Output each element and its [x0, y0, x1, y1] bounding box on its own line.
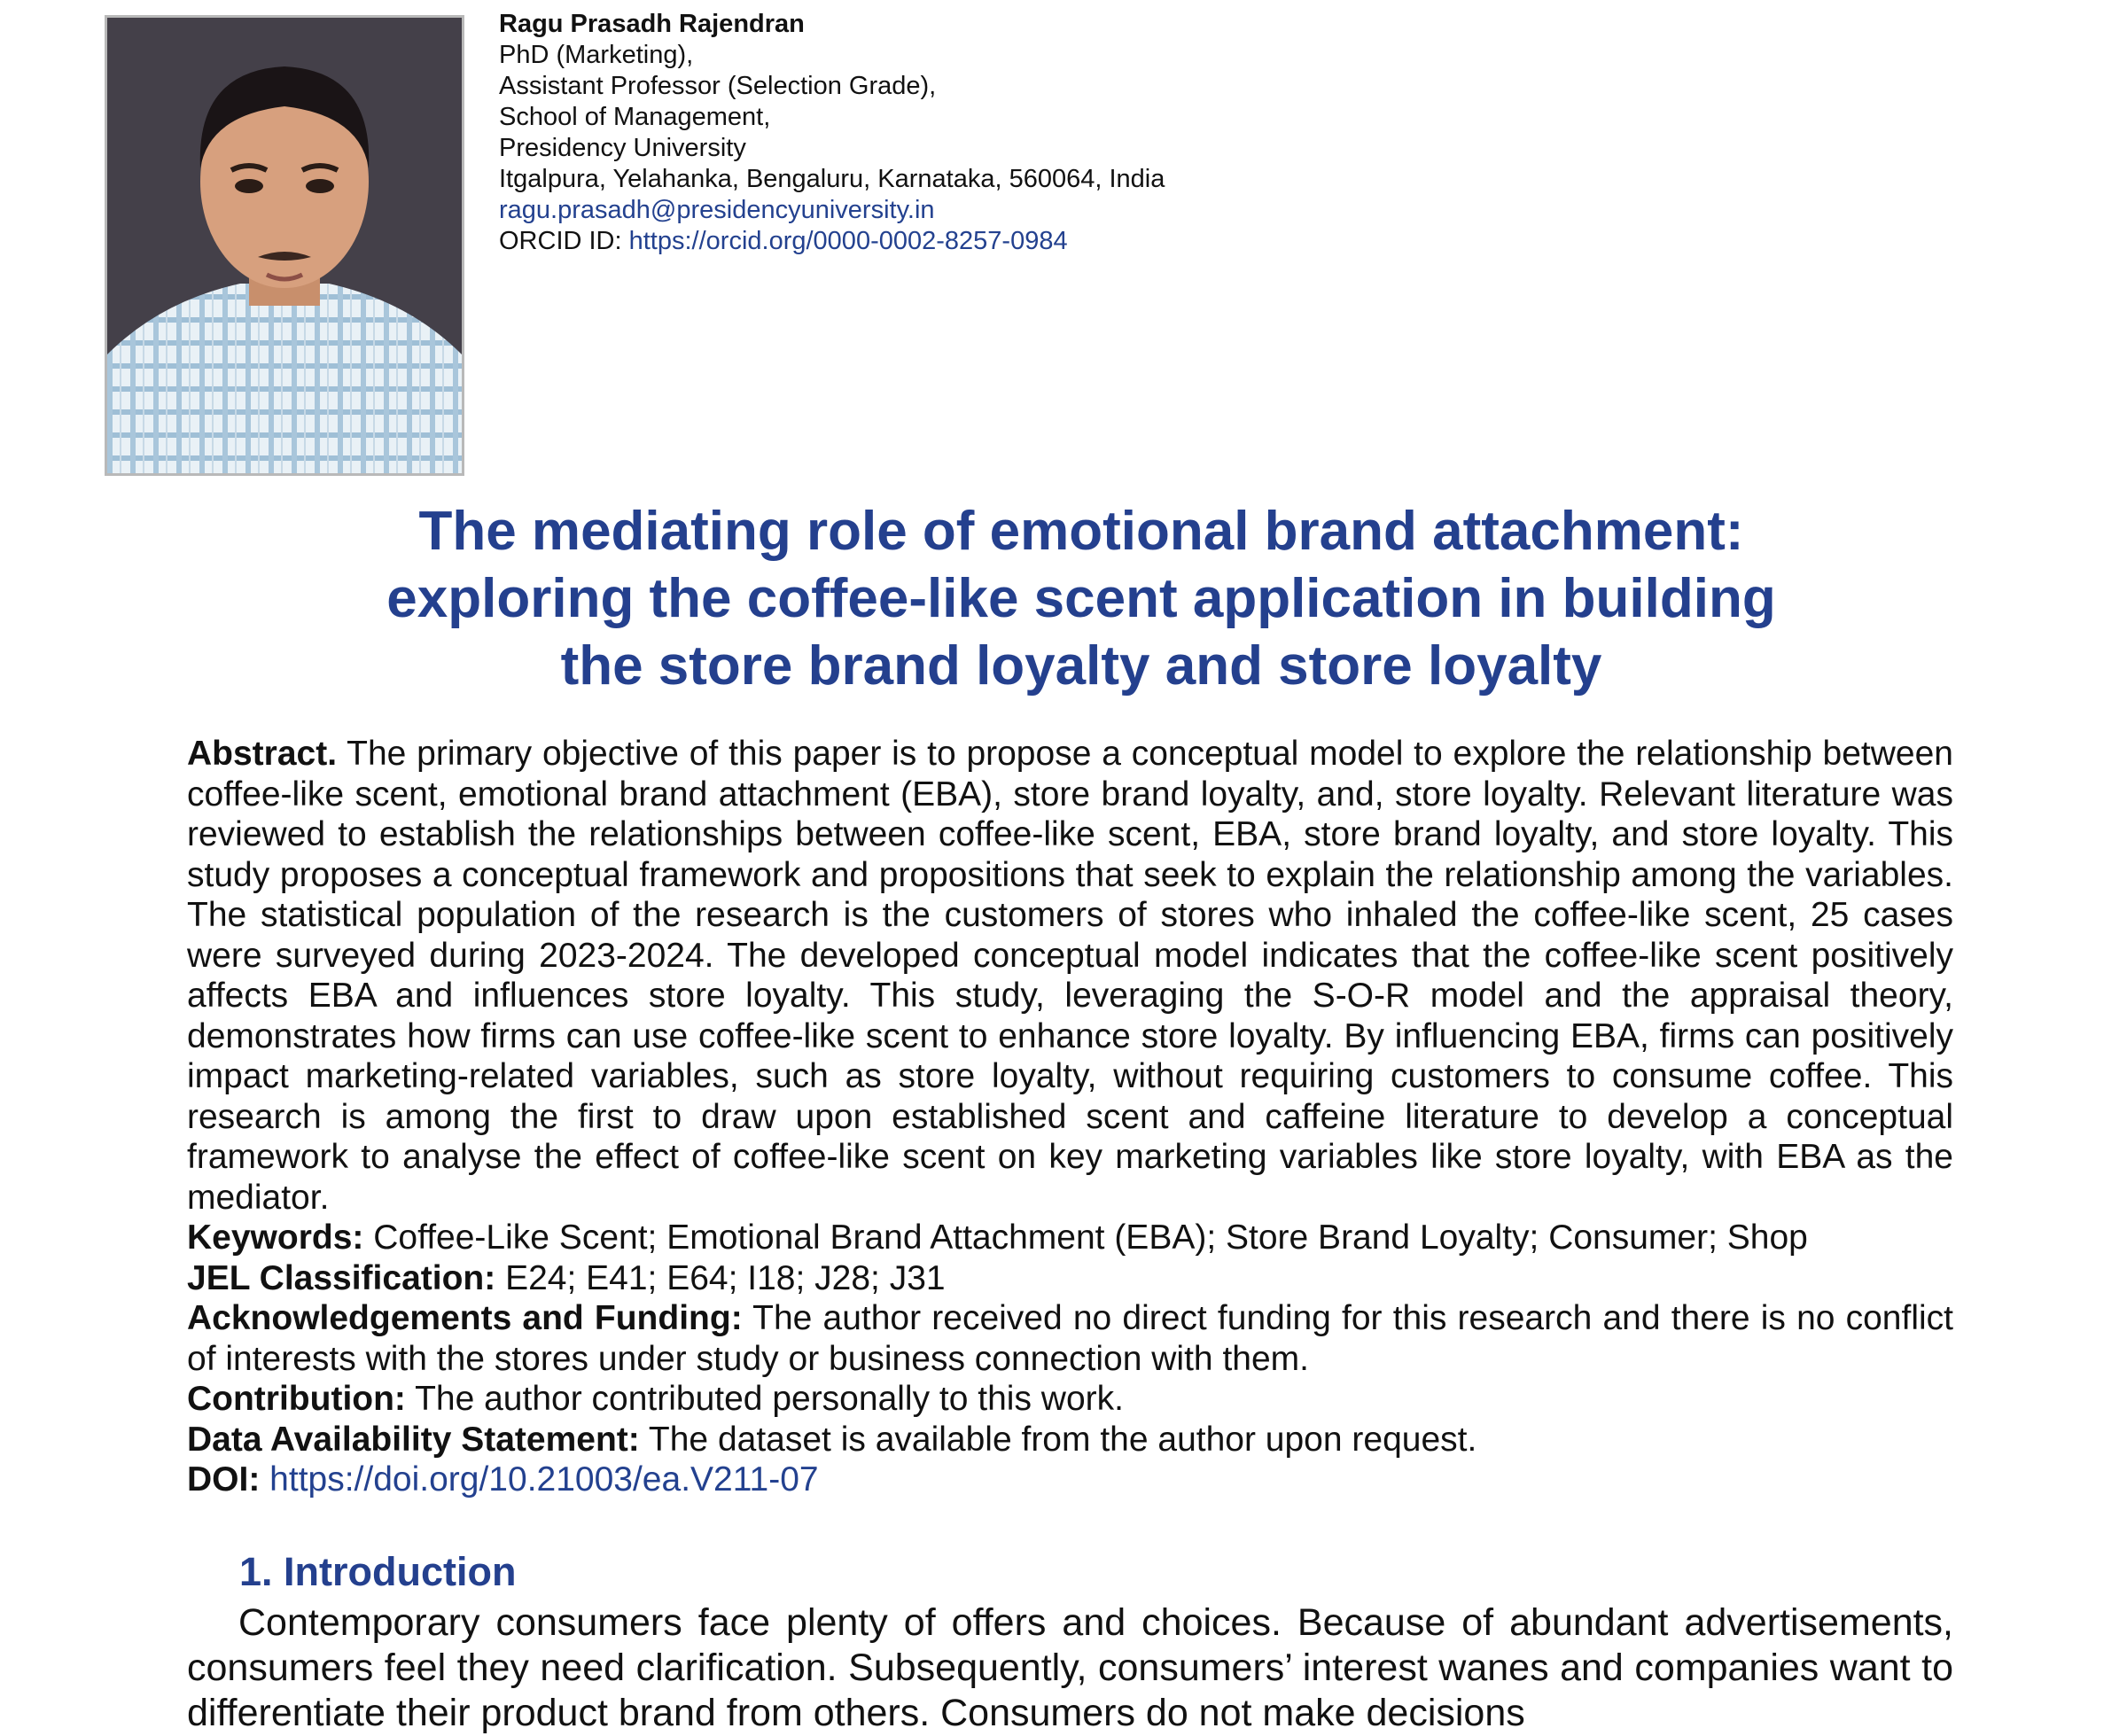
abstract-label: Abstract.	[187, 735, 338, 773]
author-name: Ragu Prasadh Rajendran	[499, 10, 805, 38]
doi-label: DOI:	[187, 1460, 261, 1499]
orcid-label: ORCID ID:	[499, 227, 622, 255]
author-info	[499, 9, 1165, 257]
title-line-2: exploring the coffee-like scent application in building	[386, 568, 1776, 629]
introduction-heading: 1. Introduction	[239, 1549, 517, 1594]
data-availability	[187, 1420, 1953, 1460]
jel-classification	[187, 1258, 1953, 1299]
title-line-1: The mediating role of emotional brand attachment:	[418, 501, 1744, 562]
author-orcid	[499, 226, 1165, 257]
introduction-text: Contemporary consumers face plenty of offers and choices. Because of abundant advertisements, consumers feel they need clarification. Subsequently, consumers’ interest wanes and companies want to differentiate their product brand from others. Consumers do not make decisions	[187, 1601, 1953, 1734]
author-portrait-image	[107, 18, 462, 473]
data-availability-label: Data Availability Statement:	[187, 1420, 640, 1459]
front-matter	[187, 734, 1953, 1500]
author-address: Itgalpura, Yelahanka, Bengaluru, Karnataka, 560064, India	[499, 165, 1165, 193]
title-line-3: the store brand loyalty and store loyalty	[560, 635, 1602, 697]
author-university: Presidency University	[499, 134, 746, 162]
funding-label: Acknowledgements and Funding:	[187, 1299, 743, 1337]
author-position: Assistant Professor (Selection Grade),	[499, 72, 937, 100]
keywords	[187, 1218, 1953, 1258]
doi-link[interactable]: https://doi.org/10.21003/ea.V211-07	[269, 1460, 819, 1499]
keywords-text: Coffee-Like Scent; Emotional Brand Attachment (EBA); Store Brand Loyalty; Consumer; Shop	[373, 1218, 1808, 1257]
author-photo	[105, 15, 464, 476]
contribution-label: Contribution:	[187, 1380, 406, 1418]
contribution-text: The author contributed personally to this work.	[415, 1380, 1124, 1418]
author-degree: PhD (Marketing),	[499, 41, 694, 69]
author-email-link[interactable]: ragu.prasadh@presidencyuniversity.in	[499, 196, 935, 224]
keywords-label: Keywords:	[187, 1218, 364, 1257]
contribution	[187, 1379, 1953, 1420]
abstract-text: The primary objective of this paper is to propose a conceptual model to explore the relationship between coffee-like scent, emotional brand attachment (EBA), store brand loyalty, and, store loyalty. Relevant literature was reviewed to establish the relationships between coffee-like scent, EBA, store brand loyalty, and store loyalty. This study proposes a conceptual framework and propositions that seek to explain the relationship among the variables. The statistical population of the research is the customers of stores who inhaled the coffee-like scent, 25 cases were surveyed during 2023-2024. The developed conceptual model indicates that the coffee-like scent positively affects EBA and influences store loyalty. This study, leveraging the S-O-R model and the appraisal theory, demonstrates how firms can use coffee-like scent to enhance store loyalty. By influencing EBA, firms can positively impact marketing-related variables, such as store loyalty, without requiring customers to consume coffee. This research is among the first to draw upon established scent and caffeine literature to develop a conceptual framework to analyse the effect of coffee-like scent on key marketing variables like store loyalty, with EBA as the mediator.	[187, 735, 1953, 1217]
doi	[187, 1460, 1953, 1500]
jel-text: E24; E41; E64; I18; J28; J31	[505, 1258, 946, 1297]
funding-text: The author received no direct funding for this research and there is no conflict of interests with the stores under study or business connection with them.	[187, 1299, 1953, 1378]
orcid-link[interactable]: https://orcid.org/0000-0002-8257-0984	[628, 227, 1068, 255]
paper-title	[204, 498, 1959, 700]
jel-label: JEL Classification:	[187, 1258, 496, 1297]
acknowledgements-funding	[187, 1298, 1953, 1379]
author-school: School of Management,	[499, 103, 771, 131]
abstract	[187, 734, 1953, 1218]
data-availability-text: The dataset is available from the author upon request.	[648, 1420, 1477, 1459]
